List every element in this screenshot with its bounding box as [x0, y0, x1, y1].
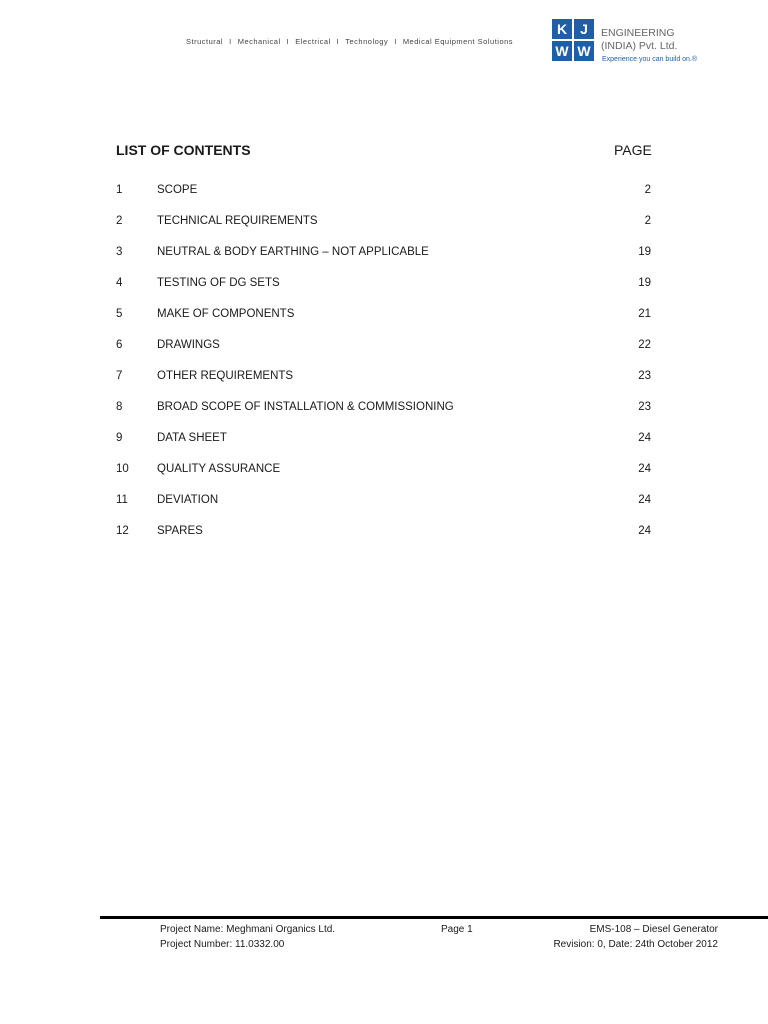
tagline-separator: I [394, 37, 397, 46]
toc-entry-number: 2 [116, 215, 123, 227]
toc-entry [116, 277, 651, 308]
footer-document-title: EMS-108 – Diesel Generator [589, 924, 718, 935]
toc-entry [116, 525, 651, 556]
toc-entry-title: TECHNICAL REQUIREMENTS [157, 215, 318, 227]
footer-project-name: Project Name: Meghmani Organics Ltd. [160, 924, 336, 935]
tagline-structural: Structural [186, 37, 224, 46]
logo-letter-w: W [552, 41, 572, 61]
toc-entry-title: NEUTRAL & BODY EARTHING – NOT APPLICABLE [157, 246, 429, 258]
toc-entry-page: 22 [638, 339, 651, 351]
toc-entry [116, 184, 651, 215]
tagline-electrical: Electrical [295, 37, 331, 46]
footer-page-number: Page 1 [441, 924, 473, 935]
company-slogan: Experience you can build on.® [602, 56, 698, 63]
toc-page-heading: PAGE [614, 142, 652, 158]
toc-entry-title: DRAWINGS [157, 339, 220, 351]
toc-heading: LIST OF CONTENTS [116, 142, 251, 158]
company-logo [552, 19, 594, 61]
toc-list [116, 184, 651, 556]
footer-revision: Revision: 0, Date: 24th October 2012 [553, 939, 718, 950]
toc-entry-number: 1 [116, 184, 123, 196]
toc-entry [116, 401, 651, 432]
toc-entry-page: 24 [638, 463, 651, 475]
toc-entry-number: 5 [116, 308, 123, 320]
tagline-separator: I [336, 37, 340, 46]
toc-entry-number: 9 [116, 432, 123, 444]
toc-entry [116, 370, 651, 401]
toc-entry-title: DEVIATION [157, 494, 219, 506]
footer-document-info [553, 922, 718, 952]
toc-entry-title: TESTING OF DG SETS [157, 277, 280, 289]
toc-entry [116, 463, 651, 494]
toc-entry-page: 24 [638, 432, 651, 444]
toc-entry-page: 19 [638, 277, 651, 289]
company-name-line1: ENGINEERING [601, 27, 675, 39]
toc-entry-title: SCOPE [157, 184, 198, 196]
toc-entry-page: 2 [644, 215, 651, 227]
footer-project-number: Project Number: 11.0332.00 [160, 939, 285, 950]
toc-entry [116, 246, 651, 277]
toc-entry-number: 10 [116, 463, 129, 475]
logo-letter-j: J [574, 19, 594, 39]
toc-entry [116, 308, 651, 339]
toc-entry-title: BROAD SCOPE OF INSTALLATION & COMMISSIONING [157, 401, 454, 413]
toc-entry-title: OTHER REQUIREMENTS [157, 370, 294, 382]
tagline-mechanical: Mechanical [237, 37, 281, 46]
toc-entry-page: 21 [638, 308, 651, 320]
tagline-separator: I [229, 37, 232, 46]
toc-entry-number: 12 [116, 525, 129, 537]
toc-entry-number: 3 [116, 246, 123, 258]
toc-entry-title: QUALITY ASSURANCE [157, 463, 281, 475]
toc-entry-number: 4 [116, 277, 123, 289]
toc-entry [116, 432, 651, 463]
toc-entry [116, 215, 651, 246]
toc-entry-title: DATA SHEET [157, 432, 227, 444]
header-tagline [186, 37, 513, 46]
logo-letter-w2: W [574, 41, 594, 61]
toc-entry-title: MAKE OF COMPONENTS [157, 308, 295, 320]
footer-project-info [160, 922, 335, 952]
toc-entry-number: 8 [116, 401, 123, 413]
toc-entry [116, 494, 651, 525]
toc-entry-number: 6 [116, 339, 123, 351]
toc-entry-number: 11 [116, 494, 128, 506]
toc-entry-page: 23 [638, 370, 651, 382]
tagline-medical: Medical Equipment Solutions [402, 37, 514, 46]
toc-entry-title: SPARES [157, 525, 203, 537]
toc-entry-page: 24 [638, 494, 651, 506]
footer-divider [100, 916, 768, 919]
toc-entry-page: 19 [638, 246, 651, 258]
logo-letter-k: K [552, 19, 572, 39]
toc-entry [116, 339, 651, 370]
company-name [601, 27, 677, 53]
tagline-technology: Technology [345, 37, 389, 46]
toc-entry-number: 7 [116, 370, 123, 382]
company-name-line2: (INDIA) Pvt. Ltd. [601, 40, 678, 52]
tagline-separator: I [286, 37, 290, 46]
toc-entry-page: 24 [638, 525, 651, 537]
toc-entry-page: 23 [638, 401, 651, 413]
toc-entry-page: 2 [644, 184, 651, 196]
